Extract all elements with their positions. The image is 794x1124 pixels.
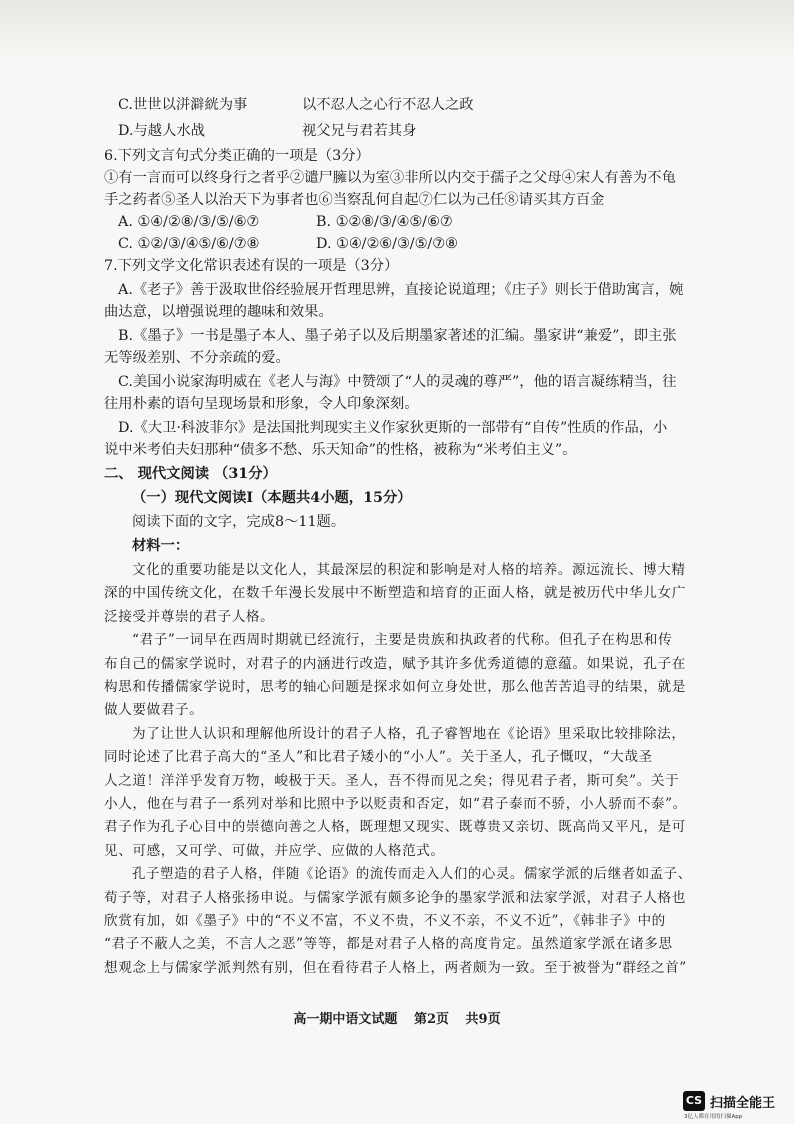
q6-body-line: ①有一言而可以终身行之者乎②谴尸臃以为室③非所以内交于孺子之父母④宋人有善为不龟 [104,170,676,186]
footer-page-number: 第2页 [413,1012,449,1027]
q7-option-c-cont: 往用朴素的语句呈现场景和形象，令人印象深刻。 [104,396,419,412]
q6-option-c: C. ①②/③/④⑤/⑥/⑦⑧ [118,236,260,252]
passage-line: 见、可感，又可学、可做，并应学、应做的人格范式。 [104,843,445,859]
passage-line: 布自己的儒家学说时，对君子的内涵进行改造，赋予其许多优秀道德的意蕴。如果说，孔子在 [104,656,686,672]
passage-line: 泛接受并尊崇的君子人格。 [104,609,275,625]
passage-line: 想观念上与儒家学派判然有别，但在看待君子人格上，两者颇为一致。至于被誉为“群经之首” [104,960,687,976]
passage-line: 构思和传播儒家学说时，思考的轴心问题是探求如何立身处世，那么他苦苦追寻的结果，就是 [104,679,686,695]
passage-line: 深的中国传统文化，在数千年漫长发展中不断塑造和培育的正面人格，就是被历代中华儿女广 [104,585,686,601]
passage-line: “君子不蔽人之美，不言人之恶”等等，都是对君子人格的高度肯定。虽然道家学派在诸多思 [104,936,673,952]
q6-option-a: A. ①④/②⑧/③/⑤/⑥⑦ [118,214,260,230]
q5-option-c-right: 以不忍人之心行不忍人之政 [302,97,474,113]
footer-exam-title: 高一期中语文试题 [293,1012,398,1027]
scan-shadow [0,0,794,60]
passage-line: 小人，他在与君子一系列对举和比照中予以贬责和否定，如“君子泰而不骄，小人骄而不泰”。 [104,796,687,812]
q7-option-b: B.《墨子》一书是墨子本人、墨子弟子以及后期墨家著述的汇编。墨家讲“兼爱”，即主张 [118,328,677,344]
passage-line: 同时论述了比君子高大的“圣人”和比君子矮小的“小人”。关于圣人，孔子慨叹，“大哉圣 [104,749,653,765]
q7-option-a-cont: 曲达意，以增强说理的趣味和效果。 [104,304,333,320]
passage-line: 人之道！洋洋乎发育万物，峻极于天。圣人，吾不得而见之矣；得见君子者，斯可矣”。关于 [104,773,680,789]
q7-option-b-cont: 无等级差别、不分亲疏的爱。 [104,350,290,366]
q6-option-d: D. ①④/②⑥/③/⑤/⑦⑧ [316,236,458,252]
footer-total-pages: 共9页 [465,1012,501,1027]
page-footer [0,1008,794,1027]
q5-option-c: C.世世以洴澼絖为事 [118,97,248,113]
sub-section-title: （一）现代文阅读Ⅰ（本题共4小题，15分） [132,490,412,506]
q6-body-line: 手之药者⑤圣人以治天下为事者也⑥当察乱何自起⑦仁以为己任⑧请买其方百金 [104,192,605,208]
passage-line: 君子作为孔子心目中的崇德向善之人格，既理想又现实、既尊贵又亲切、既高尚又平凡，是可 [104,819,686,835]
section-title: 二、 现代文阅读 （31分） [104,466,277,482]
passage-line: 荀子等，对君子人格张扬申说。与儒家学派有颇多论争的墨家学派和法家学派，对君子人格也 [104,890,686,906]
passage-line: 孔子塑造的君子人格，伴随《论语》的流传而走入人们的心灵。儒家学派的后继者如孟子、 [132,866,692,882]
passage-line: 为了让世人认识和理解他所设计的君子人格，孔子睿智地在《论语》里采取比较排除法， [132,726,686,742]
q7-option-c: C.美国小说家海明威在《老人与海》中赞颂了“人的灵魂的尊严”，他的语言凝练精当，往 [118,374,677,390]
q7-option-d-cont: 说中米考伯夫妇那种“债多不愁、乐天知命”的性格，被称为“米考伯主义”。 [104,442,577,458]
q7-option-d: D.《大卫·科波菲尔》是法国批判现实主义作家狄更斯的一部带有“自传”性质的作品，小 [118,420,668,436]
scanner-watermark [683,1091,783,1119]
q7-option-a: A.《老子》善于汲取世俗经验展开哲理思辨，直接论说道理；《庄子》则长于借助寓言，婉 [118,282,684,298]
passage-line: 做人要做君子。 [104,702,204,718]
q5-option-d-right: 视父兄与君若其身 [302,123,417,139]
watermark-subtitle: 3亿人都在用的扫描App [684,1114,743,1120]
reading-instruction: 阅读下面的文字，完成8～11题。 [132,514,346,530]
q7-stem: 7.下列文学文化常识表述有误的一项是（3分） [104,258,399,274]
passage-line: 文化的重要功能是以文化人，其最深层的积淀和影响是对人格的培养。源远流长、博大精 [132,562,686,578]
passage-line: 欣赏有加，如《墨子》中的“不义不富，不义不贵，不义不亲，不义不近”，《韩非子》中的 [104,913,666,929]
material-label: 材料一： [132,538,190,554]
watermark-name: 扫描全能王 [710,1096,776,1111]
q5-option-d: D.与越人水战 [118,123,205,139]
q6-option-b: B. ①②⑧/③/④⑤/⑥⑦ [316,214,453,230]
camscanner-logo-icon: CS [683,1091,705,1111]
q6-stem: 6.下列文言句式分类正确的一项是（3分） [104,148,370,164]
passage-line: “君子”一词早在西周时期就已经流行，主要是贵族和执政者的代称。但孔子在构思和传 [132,632,673,648]
